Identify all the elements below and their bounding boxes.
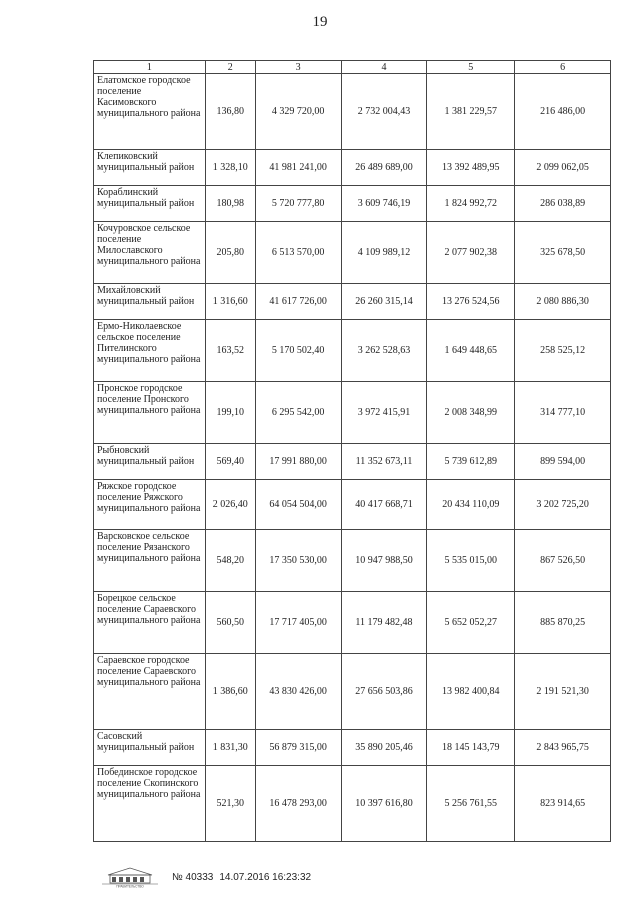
value-cell-col6: 3 202 725,20 [515, 480, 611, 530]
municipality-name: Ермо-Николаевское сельское поселение Пителинского муниципального района [94, 320, 206, 382]
value-cell-col3: 17 350 530,00 [255, 530, 341, 592]
value-cell-col3: 5 720 777,80 [255, 186, 341, 222]
value-cell-col2: 1 831,30 [205, 730, 255, 766]
value-cell-col4: 40 417 668,71 [341, 480, 427, 530]
value-cell-col6: 867 526,50 [515, 530, 611, 592]
table-row [94, 654, 611, 730]
value-cell-col4: 3 972 415,91 [341, 382, 427, 444]
value-cell-col6: 325 678,50 [515, 222, 611, 284]
value-cell-col2: 560,50 [205, 592, 255, 654]
value-cell-col3: 41 617 726,00 [255, 284, 341, 320]
municipality-name: Елатомское городское поселение Касимовского муниципального района [94, 74, 206, 150]
value-cell-col5: 5 652 052,27 [427, 592, 515, 654]
municipality-name: Ряжское городское поселение Ряжского муниципального района [94, 480, 206, 530]
value-cell-col3: 17 717 405,00 [255, 592, 341, 654]
value-cell-col2: 1 386,60 [205, 654, 255, 730]
table-row [94, 592, 611, 654]
value-cell-col5: 2 008 348,99 [427, 382, 515, 444]
value-cell-col2: 569,40 [205, 444, 255, 480]
document-reference [172, 872, 311, 883]
value-cell-col4: 35 890 205,46 [341, 730, 427, 766]
table-row [94, 320, 611, 382]
table-row [94, 222, 611, 284]
value-cell-col5: 13 276 524,56 [427, 284, 515, 320]
value-cell-col3: 16 478 293,00 [255, 766, 341, 842]
value-cell-col6: 885 870,25 [515, 592, 611, 654]
municipality-name: Борецкое сельское поселение Сараевского муниципального района [94, 592, 206, 654]
municipality-name: Рыбновский муниципальный район [94, 444, 206, 480]
value-cell-col2: 136,80 [205, 74, 255, 150]
column-header: 4 [341, 61, 427, 74]
column-header: 6 [515, 61, 611, 74]
value-cell-col5: 18 145 143,79 [427, 730, 515, 766]
table-row [94, 186, 611, 222]
value-cell-col2: 180,98 [205, 186, 255, 222]
value-cell-col5: 1 824 992,72 [427, 186, 515, 222]
value-cell-col5: 1 381 229,57 [427, 74, 515, 150]
value-cell-col3: 6 513 570,00 [255, 222, 341, 284]
value-cell-col4: 26 260 315,14 [341, 284, 427, 320]
value-cell-col3: 41 981 241,00 [255, 150, 341, 186]
municipality-name: Кораблинский муниципальный район [94, 186, 206, 222]
value-cell-col6: 314 777,10 [515, 382, 611, 444]
municipality-name: Сасовский муниципальный район [94, 730, 206, 766]
value-cell-col4: 3 609 746,19 [341, 186, 427, 222]
value-cell-col2: 205,80 [205, 222, 255, 284]
stamp-text: ПРАВИТЕЛЬСТВО [116, 884, 144, 888]
municipality-name: Варсковское сельское поселение Рязанского муниципального района [94, 530, 206, 592]
value-cell-col4: 11 179 482,48 [341, 592, 427, 654]
table-row [94, 382, 611, 444]
value-cell-col3: 6 295 542,00 [255, 382, 341, 444]
value-cell-col6: 258 525,12 [515, 320, 611, 382]
value-cell-col4: 27 656 503,86 [341, 654, 427, 730]
value-cell-col4: 2 732 004,43 [341, 74, 427, 150]
value-cell-col2: 1 316,60 [205, 284, 255, 320]
data-table [93, 60, 611, 842]
value-cell-col2: 2 026,40 [205, 480, 255, 530]
value-cell-col4: 10 397 616,80 [341, 766, 427, 842]
value-cell-col6: 216 486,00 [515, 74, 611, 150]
value-cell-col6: 2 099 062,05 [515, 150, 611, 186]
value-cell-col2: 199,10 [205, 382, 255, 444]
document-footer [100, 866, 311, 888]
value-cell-col3: 5 170 502,40 [255, 320, 341, 382]
value-cell-col5: 13 392 489,95 [427, 150, 515, 186]
municipality-name: Клепиковский муниципальный район [94, 150, 206, 186]
column-header: 1 [94, 61, 206, 74]
table-row [94, 150, 611, 186]
value-cell-col2: 548,20 [205, 530, 255, 592]
table-row [94, 284, 611, 320]
municipality-name: Михайловский муниципальный район [94, 284, 206, 320]
document-number: № 40333 [172, 871, 214, 883]
value-cell-col3: 17 991 880,00 [255, 444, 341, 480]
column-header: 5 [427, 61, 515, 74]
value-cell-col6: 899 594,00 [515, 444, 611, 480]
value-cell-col3: 4 329 720,00 [255, 74, 341, 150]
value-cell-col5: 5 256 761,55 [427, 766, 515, 842]
value-cell-col5: 1 649 448,65 [427, 320, 515, 382]
value-cell-col5: 13 982 400,84 [427, 654, 515, 730]
value-cell-col4: 26 489 689,00 [341, 150, 427, 186]
registry-stamp-icon [100, 866, 160, 888]
value-cell-col4: 3 262 528,63 [341, 320, 427, 382]
value-cell-col3: 56 879 315,00 [255, 730, 341, 766]
column-header: 3 [255, 61, 341, 74]
value-cell-col5: 20 434 110,09 [427, 480, 515, 530]
municipality-name: Побединское городское поселение Скопинского муниципального района [94, 766, 206, 842]
document-datetime: 14.07.2016 16:23:32 [219, 871, 312, 883]
value-cell-col6: 2 191 521,30 [515, 654, 611, 730]
value-cell-col5: 5 739 612,89 [427, 444, 515, 480]
value-cell-col3: 64 054 504,00 [255, 480, 341, 530]
column-header: 2 [205, 61, 255, 74]
header-row [94, 61, 611, 74]
municipality-name: Сараевское городское поселение Сараевского муниципального района [94, 654, 206, 730]
page-number: 19 [312, 14, 328, 30]
table-row [94, 480, 611, 530]
value-cell-col3: 43 830 426,00 [255, 654, 341, 730]
value-cell-col2: 521,30 [205, 766, 255, 842]
value-cell-col6: 286 038,89 [515, 186, 611, 222]
value-cell-col4: 10 947 988,50 [341, 530, 427, 592]
table-row [94, 74, 611, 150]
value-cell-col2: 1 328,10 [205, 150, 255, 186]
table-row [94, 766, 611, 842]
value-cell-col5: 2 077 902,38 [427, 222, 515, 284]
table-row [94, 730, 611, 766]
municipality-name: Кочуровское сельское поселение Милославского муниципального района [94, 222, 206, 284]
table-row [94, 530, 611, 592]
value-cell-col2: 163,52 [205, 320, 255, 382]
value-cell-col4: 4 109 989,12 [341, 222, 427, 284]
value-cell-col6: 2 843 965,75 [515, 730, 611, 766]
table-row [94, 444, 611, 480]
municipality-name: Пронское городское поселение Пронского муниципального района [94, 382, 206, 444]
value-cell-col6: 2 080 886,30 [515, 284, 611, 320]
value-cell-col6: 823 914,65 [515, 766, 611, 842]
value-cell-col4: 11 352 673,11 [341, 444, 427, 480]
value-cell-col5: 5 535 015,00 [427, 530, 515, 592]
